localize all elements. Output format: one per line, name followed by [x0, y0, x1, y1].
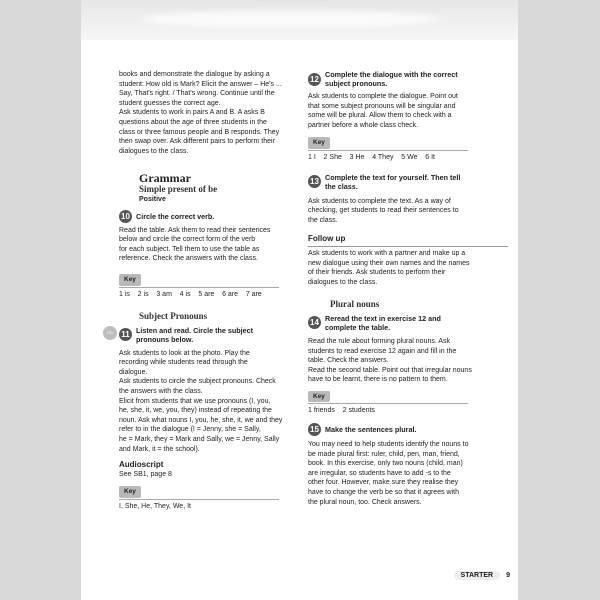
key-divider: [308, 150, 468, 151]
left-column: [107, 70, 309, 512]
textbook-page: [81, 0, 518, 600]
header-band: [81, 0, 518, 40]
exercise-number: 10: [119, 210, 132, 223]
intro-text: books and demonstrate the dialogue by asking a student: How old is Mark? Elicit the answer – He's ... Say, That's right. / That's wrong. Continue until the student guesses the correct age. Ask students to work in pairs A and B. A asks B questions about the age of three students in the class or three famous people and B responds. They then swap over. Ask different pairs to perform their dialogues to the class.: [119, 71, 282, 155]
grammar-subtitle: Simple present of be: [139, 184, 218, 195]
audioscript-reference: See SB1, page 8: [119, 470, 172, 478]
key-answers: 1 is 2 is 3 am 4 is 5 are 6 are 7 are: [119, 290, 262, 298]
follow-up-title: Follow up: [308, 234, 346, 244]
key-answers: 1 I 2 She 3 He 4 They 5 We 6 It: [308, 153, 435, 161]
exercise-12: 12 Complete the dialogue with the correct subject pronouns. Ask students to complete the dialogue. Point out that some subject pronouns will be singular and some will be plural. Allow them to check with a partner before a whole class check. Key 1 I 2 She 3 He 4 They 5 We 6 It: [308, 70, 508, 163]
key-label: Key: [308, 137, 330, 149]
exercise-number: 15: [308, 423, 321, 436]
cd-icon: CD: [103, 326, 117, 340]
exercise-13: 13 Complete the text for yourself. Then tell the class. Ask students to complete the text. As a way of checking, get students to read their sentences to the class.: [308, 172, 461, 224]
exercise-number: 12: [308, 73, 321, 86]
exercise-number: 11: [119, 328, 132, 341]
exercise-number: 13: [308, 175, 321, 188]
key-label: Key: [119, 274, 141, 286]
exercise-15: 15 Make the sentences plural. You may need to help students identify the nouns to be made plural first: ruler, child, pen, man, friend, book. In this exercise, only two nouns (child, man) are irregular, so students have to add -s to the other four. However, make sure they realise they have to change the verb be so that it agrees with the plural noun, too. Check answers.: [308, 425, 469, 506]
page-number: 9: [506, 571, 510, 579]
key-divider: [119, 287, 279, 288]
key-label: Key: [308, 391, 330, 403]
exercise-11: CD 11 Listen and read. Circle the subject pronouns below. Ask students to look at the photo. Play the recording while students read through the dialogue. Ask students to circle the subject pronouns. Check the answers with the class. Elicit from students that we use pronouns (I, you, he, she, it, we, you, they) instead of repeating the noun. Ask what nouns I, you, he, she, it, we and they refer to in the dialogue (I = Jenny, she = Sally, he = Mark, they = Mark and Sally, we = Jenny, Sally and Mark, it = the school). Audioscript See SB1, page 8 Key I, She, He, They, We, It: [119, 326, 309, 512]
follow-up-divider: [308, 246, 508, 247]
exercise-title: Make the sentences plural.: [325, 425, 417, 435]
subject-pronouns-title: Subject Pronouns: [139, 311, 208, 322]
key-label: Key: [119, 486, 141, 498]
key-answers: 1 friends 2 students: [308, 407, 375, 415]
key-answers: I, She, He, They, We, It: [119, 503, 191, 510]
page-footer: [430, 568, 510, 582]
grammar-title: Grammar: [139, 171, 191, 186]
grammar-positive: Positive: [139, 195, 166, 203]
exercise-14: 14 Reread the text in exercise 12 and complete the table. Read the rule about forming plural nouns. Ask students to read exercise 12 again and fill in the table. Check the answers. Read the second table. Point out that irregular nouns have to be learnt, there is no pattern to them. Key 1 friends 2 students: [308, 314, 508, 416]
grammar-heading: [139, 172, 309, 204]
plural-nouns-title: Plural nouns: [330, 299, 380, 310]
audioscript-title: Audioscript: [119, 460, 164, 470]
right-column: [308, 70, 508, 507]
exercise-10: 10 Circle the correct verb. Read the table. Ask them to read their sentences below and circle the correct form of the verb for each subject. Tell them to use the table as reference. Check the answers with the class. Key 1 is 2 is 3 am 4 is 5 are 6 are 7 are: [119, 210, 309, 300]
footer-label: STARTER: [454, 571, 501, 580]
follow-up: Follow up Ask students to work with a partner and make up a new dialogue using their own names and the names of their friends. Ask students to perform their dialogues to the class.: [308, 234, 508, 287]
key-divider: [119, 499, 279, 500]
key-divider: [308, 403, 468, 404]
exercise-number: 14: [308, 316, 321, 329]
exercise-title: Circle the correct verb.: [136, 211, 215, 221]
